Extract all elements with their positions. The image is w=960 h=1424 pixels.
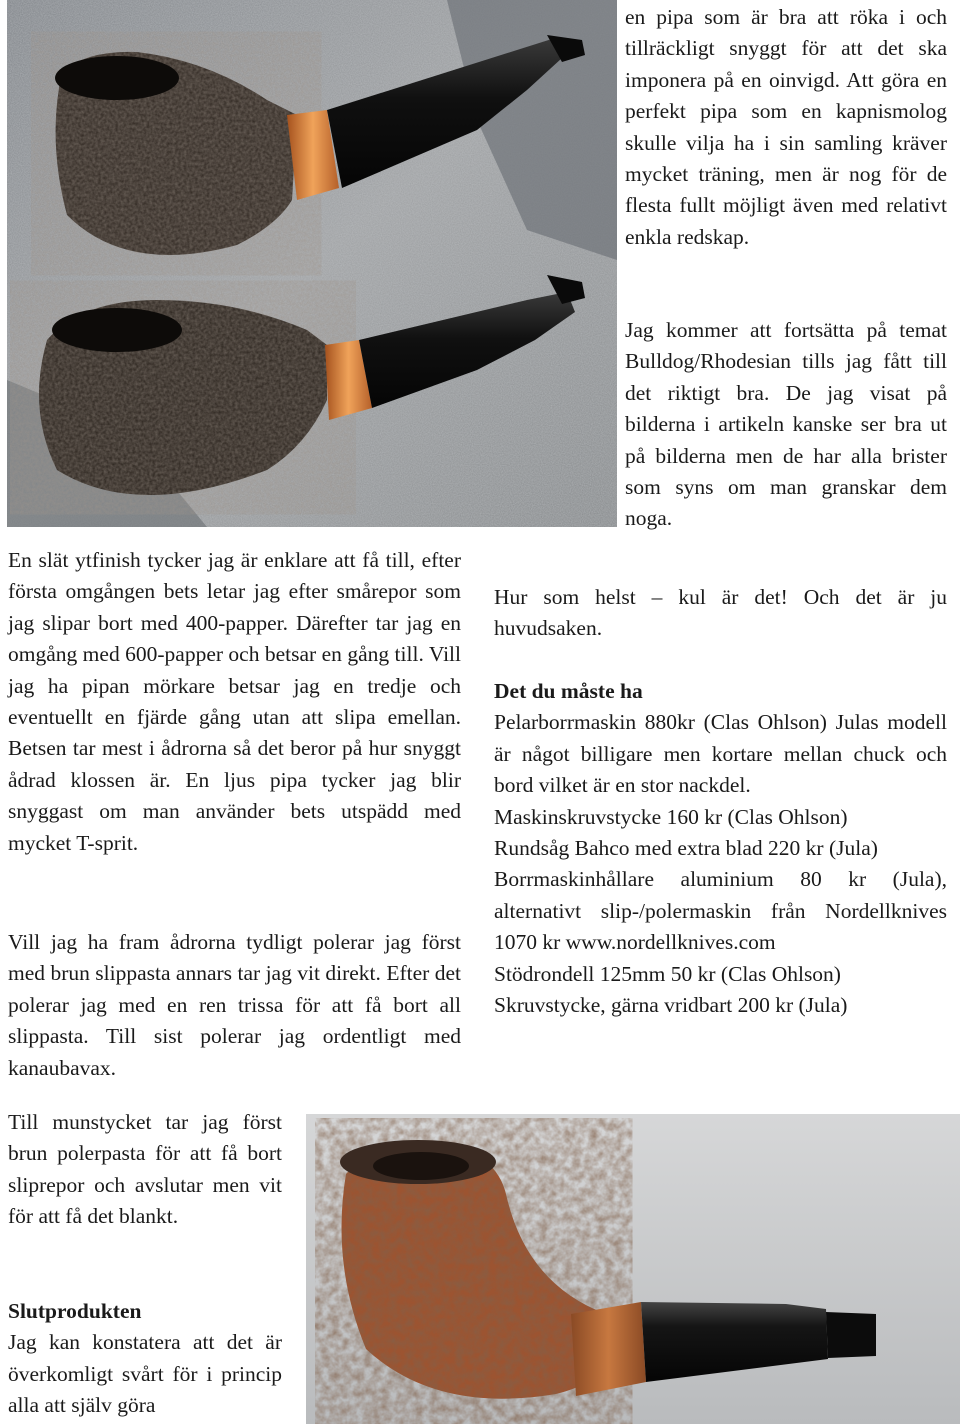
tools-list	[494, 676, 947, 1021]
end-heading: Slutprodukten	[8, 1299, 142, 1323]
mouthpiece-paragraph: Till munstycket tar jag först brun polerpasta för att få bort sliprepor och avslutar men vit för att få det blankt.	[8, 1110, 282, 1229]
tools-heading: Det du måste ha	[494, 679, 643, 703]
tool-item: Borrmaskinhållare aluminium 80 kr (Jula), alternativt slip-/polermaskin från Nordellknives 1070 kr www.nordellknives.com	[494, 867, 947, 955]
end-paragraph: Jag kan konstatera att det är överkomligt svårt för i princip alla att själv göra	[8, 1330, 282, 1418]
tool-item: Skruvstycke, gärna vridbart 200 kr (Jula)	[494, 993, 848, 1018]
tool-item: Stödrondell 125mm 50 kr (Clas Ohlson)	[494, 961, 841, 986]
bulldog-paragraph: Jag kommer att fortsätta på temat Bulldog/Rhodesian tills jag fått till det riktigt bra. De jag visat på bilderna i artikeln kanske ser bra ut på bilderna men de har alla brister som syns om man granskar dem noga.	[625, 318, 947, 531]
polish-paragraph: Vill jag ha fram ådrorna tydligt polerar jag först med brun slippasta annars tar jag vit direkt. Efter det polerar jag med en ren trissa för att få bort all slippasta. Till sist polerar jag ordentligt med kanaubavax.	[8, 930, 461, 1080]
fun-paragraph: Hur som helst – kul är det! Och det är ju huvudsaken.	[494, 585, 947, 641]
top-right-paragraph: en pipa som är bra att röka i och tillräckligt snyggt för att det ska imponera på en oinvigd. Att göra en perfekt pipa som en kapnismolog skulle vilja ha i sin samling kräver mycket träning, men är nog för de flesta fullt möjligt även med relativt enkla redskap.	[625, 5, 947, 249]
tool-item: Pelarborrmaskin 880kr (Clas Ohlson) Julas modell är något billigare men kortare mellan chuck och bord vilket är en stor nackdel.	[494, 710, 947, 798]
finish-paragraph: En slät ytfinish tycker jag är enklare att få till, efter första omgången bets letar jag efter smårepor som jag slipar bort med 400-papper. Därefter tar jag en omgång med 600-papper och betsar en gång till. Vill jag ha pipan mörkare betsar jag en tredje och eventuellt en fjärde gång utan att slipa emellan. Betsen tar mest i ådrorna så det beror på hur snyggt ådrad klossen är. En ljus pipa tycker jag blir snyggast om man använder bets utspädd med mycket T-sprit.	[8, 548, 461, 855]
end-section	[8, 1296, 282, 1422]
tool-item: Maskinskruvstycke 160 kr (Clas Ohlson)	[494, 804, 848, 829]
pipes-on-stone-photo	[7, 0, 617, 527]
tool-item: Rundsåg Bahco med extra blad 220 kr (Jula)	[494, 836, 878, 861]
rustic-pipe-photo	[306, 1114, 960, 1424]
